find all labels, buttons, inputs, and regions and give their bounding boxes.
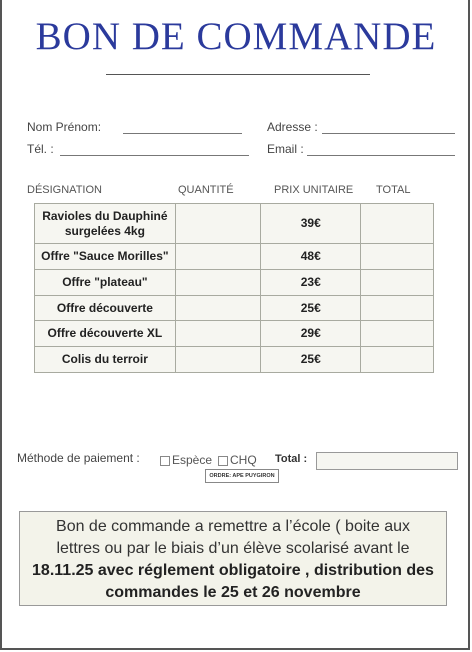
cheque-order-note: ORDRE: APE PUYGIRON [205, 469, 279, 483]
product-name: Ravioles du Dauphiné surgelées 4kg [35, 204, 176, 244]
phone-field[interactable] [60, 155, 249, 156]
payment-method-label: Méthode de paiement : [17, 451, 140, 465]
cash-checkbox[interactable] [160, 456, 170, 466]
product-name: Offre "plateau" [35, 270, 176, 296]
phone-label: Tél. : [27, 142, 54, 156]
total-cell[interactable] [361, 347, 434, 373]
unit-price: 39€ [261, 204, 361, 244]
unit-price: 29€ [261, 321, 361, 347]
quantity-cell[interactable] [175, 270, 261, 296]
product-name: Offre découverte [35, 296, 176, 321]
total-cell[interactable] [361, 321, 434, 347]
quantity-cell[interactable] [175, 296, 261, 321]
unit-price: 48€ [261, 244, 361, 270]
notice-line: Bon de commande a remettre a l’école ( boite aux [56, 518, 410, 535]
table-row [35, 270, 434, 296]
unit-price: 23€ [261, 270, 361, 296]
total-field[interactable] [316, 452, 458, 470]
notice-line-bold: commandes le 25 et 26 novembre [105, 584, 361, 601]
unit-price: 25€ [261, 347, 361, 373]
order-table [34, 203, 434, 373]
name-field[interactable] [123, 133, 242, 134]
page-title: BON DE COMMANDE [35, 15, 437, 58]
unit-price: 25€ [261, 296, 361, 321]
total-cell[interactable] [361, 244, 434, 270]
quantity-cell[interactable] [175, 244, 261, 270]
quantity-cell[interactable] [175, 204, 261, 244]
total-cell[interactable] [361, 270, 434, 296]
column-header-designation: DÉSIGNATION [27, 184, 102, 196]
column-header-unit-price: PRIX UNITAIRE [274, 184, 354, 196]
table-row [35, 321, 434, 347]
notice-line-bold: 18.11.25 avec réglement obligatoire , distribution des [32, 562, 434, 579]
column-header-quantity: QUANTITÉ [178, 184, 234, 196]
name-label: Nom Prénom: [27, 120, 102, 134]
notice-box [19, 511, 447, 606]
notice-line: lettres ou par le biais d’un élève scolarisé avant le [56, 540, 410, 557]
table-row [35, 244, 434, 270]
total-cell[interactable] [361, 296, 434, 321]
total-label: Total : [275, 453, 308, 465]
quantity-cell[interactable] [175, 321, 261, 347]
email-field[interactable] [307, 155, 455, 156]
title-underline [106, 74, 370, 75]
table-row [35, 204, 434, 244]
column-header-total: TOTAL [376, 184, 411, 196]
table-row [35, 347, 434, 373]
quantity-cell[interactable] [175, 347, 261, 373]
address-label: Adresse : [267, 120, 318, 134]
cheque-option-label: CHQ [230, 453, 257, 467]
cheque-checkbox[interactable] [218, 456, 228, 466]
table-row [35, 296, 434, 321]
address-field[interactable] [322, 133, 455, 134]
product-name: Offre découverte XL [35, 321, 176, 347]
product-name: Colis du terroir [35, 347, 176, 373]
email-label: Email : [267, 142, 304, 156]
total-cell[interactable] [361, 204, 434, 244]
cash-option-label: Espèce [172, 453, 213, 467]
product-name: Offre "Sauce Morilles" [35, 244, 176, 270]
